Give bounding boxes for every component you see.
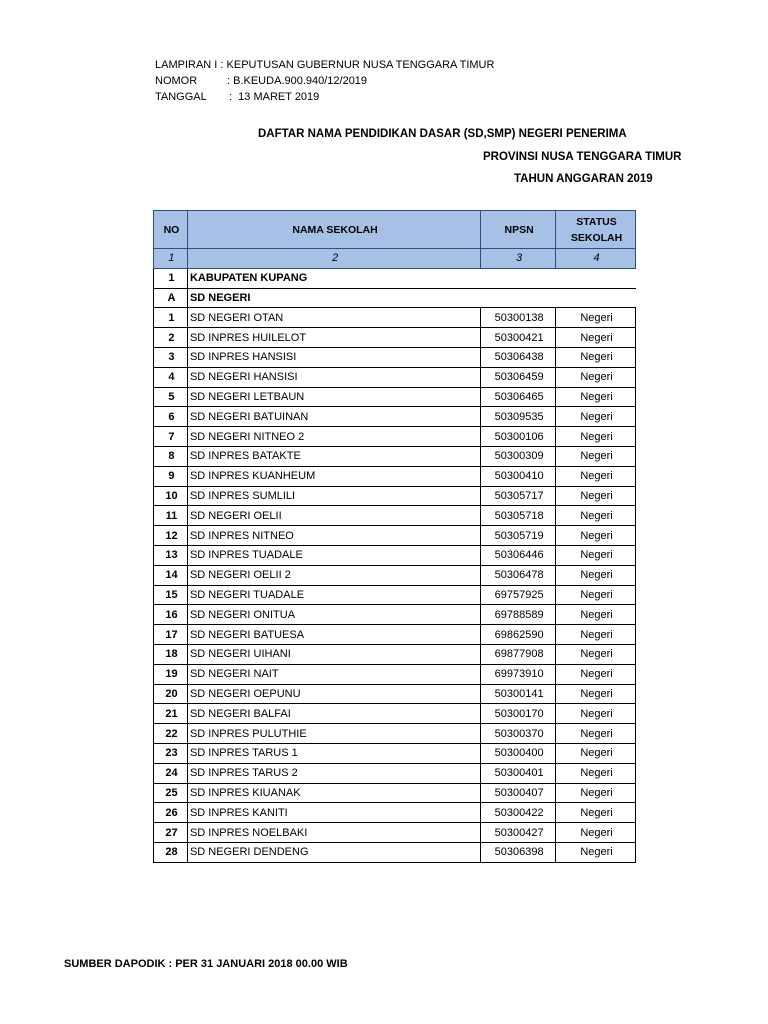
row-no: 8 [154, 446, 188, 466]
kabupaten-name: KABUPATEN KUPANG [187, 268, 635, 288]
row-npsn: 50300141 [481, 684, 556, 704]
row-npsn: 50300410 [481, 466, 556, 486]
table-row [154, 842, 636, 862]
table-row [154, 506, 636, 526]
row-no: 1 [154, 308, 188, 328]
tanggal-value: : 13 MARET 2019 [229, 91, 320, 103]
row-name: SD NEGERI HANSISI [187, 367, 480, 387]
row-name: SD NEGERI TUADALE [187, 585, 480, 605]
row-name: SD NEGERI OELII [187, 506, 480, 526]
row-no: 19 [154, 664, 188, 684]
row-name: SD INPRES PULUTHIE [187, 724, 480, 744]
kabupaten-no: 1 [154, 268, 188, 288]
table-row [154, 347, 636, 367]
row-status: Negeri [556, 506, 636, 526]
row-npsn: 50300170 [481, 704, 556, 724]
row-no: 17 [154, 625, 188, 645]
group-name: SD NEGERI [187, 288, 635, 308]
group-no: A [154, 288, 188, 308]
row-no: 7 [154, 427, 188, 447]
row-no: 25 [154, 783, 188, 803]
row-no: 11 [154, 506, 188, 526]
header-status-line2: SEKOLAH [570, 231, 623, 244]
row-npsn: 50305719 [481, 526, 556, 546]
source-footer: SUMBER DAPODIK : PER 31 JANUARI 2018 00.00 WIB [64, 958, 348, 970]
row-no: 4 [154, 367, 188, 387]
header-status-sekolah [556, 211, 636, 249]
row-status: Negeri [556, 328, 636, 348]
row-status: Negeri [556, 684, 636, 704]
row-name: SD INPRES BATAKTE [187, 446, 480, 466]
table-row [154, 625, 636, 645]
row-no: 18 [154, 644, 188, 664]
table-row [154, 605, 636, 625]
row-npsn: 50300421 [481, 328, 556, 348]
row-npsn: 50300309 [481, 446, 556, 466]
row-no: 15 [154, 585, 188, 605]
row-name: SD NEGERI UIHANI [187, 644, 480, 664]
table-row [154, 823, 636, 843]
row-status: Negeri [556, 842, 636, 862]
row-no: 23 [154, 743, 188, 763]
group-row [154, 288, 636, 308]
row-status: Negeri [556, 644, 636, 664]
table-row [154, 545, 636, 565]
row-npsn: 50306465 [481, 387, 556, 407]
table-row [154, 684, 636, 704]
row-name: SD INPRES KUANHEUM [187, 466, 480, 486]
row-status: Negeri [556, 526, 636, 546]
row-no: 21 [154, 704, 188, 724]
table-row [154, 724, 636, 744]
table-row [154, 644, 636, 664]
row-name: SD INPRES SUMLILI [187, 486, 480, 506]
row-name: SD NEGERI OELII 2 [187, 565, 480, 585]
row-npsn: 50300106 [481, 427, 556, 447]
row-status: Negeri [556, 486, 636, 506]
row-status: Negeri [556, 585, 636, 605]
row-status: Negeri [556, 427, 636, 447]
row-no: 24 [154, 763, 188, 783]
row-status: Negeri [556, 347, 636, 367]
row-status: Negeri [556, 308, 636, 328]
row-no: 16 [154, 605, 188, 625]
row-name: SD INPRES HUILELOT [187, 328, 480, 348]
header-status-line1: STATUS [576, 215, 617, 228]
row-name: SD NEGERI NAIT [187, 664, 480, 684]
row-name: SD NEGERI LETBAUN [187, 387, 480, 407]
row-no: 13 [154, 545, 188, 565]
document-title-line2: PROVINSI NUSA TENGGARA TIMUR [483, 151, 682, 163]
row-npsn: 50300138 [481, 308, 556, 328]
col-number-2: 2 [187, 249, 480, 269]
col-number-4: 4 [556, 249, 636, 269]
table-row [154, 466, 636, 486]
row-name: SD INPRES TARUS 1 [187, 743, 480, 763]
table-row [154, 743, 636, 763]
lampiran-label: LAMPIRAN I [155, 59, 218, 71]
row-name: SD INPRES KANITI [187, 803, 480, 823]
row-npsn: 50306446 [481, 545, 556, 565]
row-npsn: 69757925 [481, 585, 556, 605]
tanggal-label: TANGGAL [155, 91, 207, 103]
row-name: SD NEGERI BALFAI [187, 704, 480, 724]
header-no: NO [154, 211, 188, 249]
row-status: Negeri [556, 664, 636, 684]
table-row [154, 407, 636, 427]
row-no: 26 [154, 803, 188, 823]
row-npsn: 50300407 [481, 783, 556, 803]
row-name: SD INPRES NITNEO [187, 526, 480, 546]
row-name: SD NEGERI ONITUA [187, 605, 480, 625]
row-name: SD NEGERI OEPUNU [187, 684, 480, 704]
header-nama-sekolah: NAMA SEKOLAH [187, 211, 480, 249]
row-no: 2 [154, 328, 188, 348]
row-no: 9 [154, 466, 188, 486]
row-status: Negeri [556, 704, 636, 724]
row-status: Negeri [556, 466, 636, 486]
table-row [154, 704, 636, 724]
row-name: SD NEGERI OTAN [187, 308, 480, 328]
row-status: Negeri [556, 724, 636, 744]
table-row [154, 446, 636, 466]
table-row [154, 565, 636, 585]
lampiran-value: : KEPUTUSAN GUBERNUR NUSA TENGGARA TIMUR [220, 59, 495, 71]
row-status: Negeri [556, 446, 636, 466]
row-status: Negeri [556, 605, 636, 625]
row-npsn: 50300427 [481, 823, 556, 843]
row-status: Negeri [556, 743, 636, 763]
row-name: SD NEGERI DENDENG [187, 842, 480, 862]
row-status: Negeri [556, 763, 636, 783]
row-status: Negeri [556, 545, 636, 565]
row-no: 5 [154, 387, 188, 407]
table-row [154, 664, 636, 684]
table-row [154, 427, 636, 447]
row-npsn: 50306459 [481, 367, 556, 387]
row-name: SD NEGERI BATUINAN [187, 407, 480, 427]
row-npsn: 50300370 [481, 724, 556, 744]
row-no: 3 [154, 347, 188, 367]
col-number-1: 1 [154, 249, 188, 269]
document-title-line3: TAHUN ANGGARAN 2019 [514, 173, 653, 185]
row-npsn: 50306398 [481, 842, 556, 862]
table-row [154, 763, 636, 783]
row-no: 14 [154, 565, 188, 585]
table-header-row [154, 211, 636, 249]
row-name: SD INPRES KIUANAK [187, 783, 480, 803]
table-row [154, 585, 636, 605]
table-row [154, 328, 636, 348]
row-npsn: 50306478 [481, 565, 556, 585]
header-npsn: NPSN [481, 211, 556, 249]
row-status: Negeri [556, 823, 636, 843]
row-no: 6 [154, 407, 188, 427]
row-name: SD INPRES TARUS 2 [187, 763, 480, 783]
row-no: 28 [154, 842, 188, 862]
row-no: 20 [154, 684, 188, 704]
row-status: Negeri [556, 625, 636, 645]
row-status: Negeri [556, 565, 636, 585]
kabupaten-row [154, 268, 636, 288]
nomor-value: : B.KEUDA.900.940/12/2019 [227, 75, 368, 87]
table-row [154, 308, 636, 328]
row-npsn: 50309535 [481, 407, 556, 427]
row-name: SD INPRES TUADALE [187, 545, 480, 565]
row-name: SD INPRES NOELBAKI [187, 823, 480, 843]
table-row [154, 783, 636, 803]
row-npsn: 50306438 [481, 347, 556, 367]
row-npsn: 69877908 [481, 644, 556, 664]
row-status: Negeri [556, 367, 636, 387]
row-npsn: 50300422 [481, 803, 556, 823]
table-row [154, 387, 636, 407]
table-row [154, 803, 636, 823]
row-name: SD INPRES HANSISI [187, 347, 480, 367]
table-row [154, 526, 636, 546]
nomor-label: NOMOR [155, 75, 198, 87]
row-status: Negeri [556, 387, 636, 407]
row-no: 12 [154, 526, 188, 546]
row-npsn: 50305718 [481, 506, 556, 526]
row-status: Negeri [556, 407, 636, 427]
column-number-row [154, 249, 636, 269]
row-name: SD NEGERI NITNEO 2 [187, 427, 480, 447]
row-npsn: 69788589 [481, 605, 556, 625]
row-no: 27 [154, 823, 188, 843]
row-status: Negeri [556, 783, 636, 803]
row-npsn: 50305717 [481, 486, 556, 506]
table-row [154, 367, 636, 387]
row-npsn: 50300401 [481, 763, 556, 783]
row-npsn: 69973910 [481, 664, 556, 684]
table-row [154, 486, 636, 506]
school-table [153, 210, 636, 863]
row-name: SD NEGERI BATUESA [187, 625, 480, 645]
row-no: 22 [154, 724, 188, 744]
col-number-3: 3 [481, 249, 556, 269]
row-npsn: 50300400 [481, 743, 556, 763]
document-title-line1: DAFTAR NAMA PENDIDIKAN DASAR (SD,SMP) NEGERI PENERIMA [258, 128, 627, 140]
row-no: 10 [154, 486, 188, 506]
row-status: Negeri [556, 803, 636, 823]
row-npsn: 69862590 [481, 625, 556, 645]
